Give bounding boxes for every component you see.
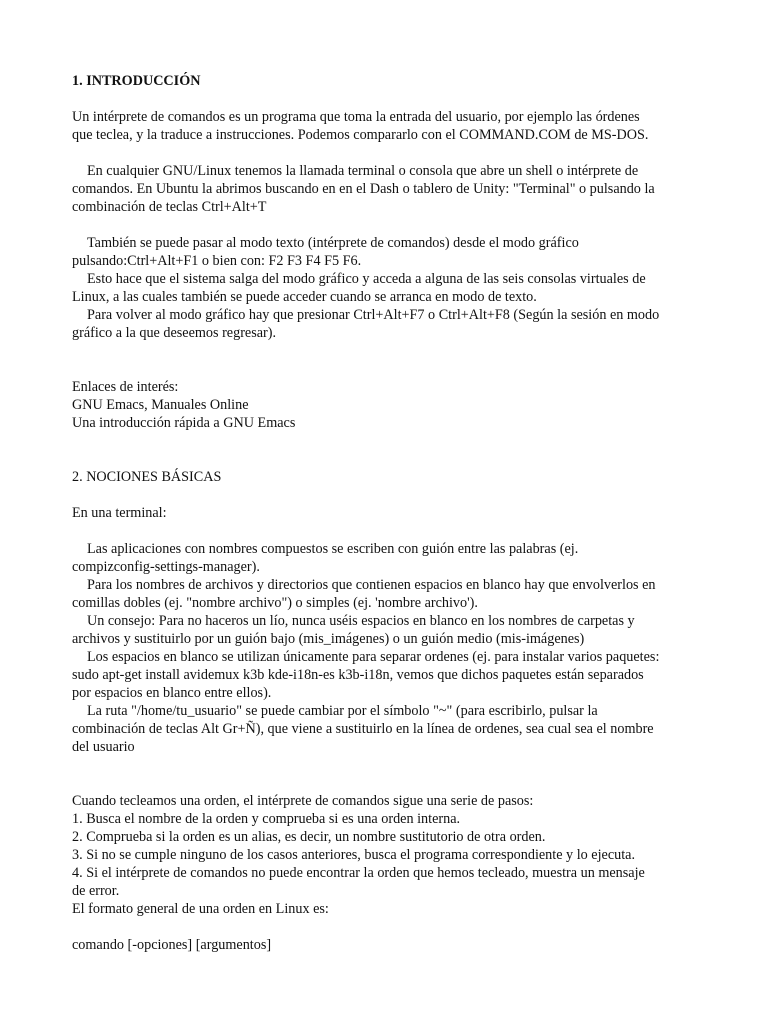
document-body <box>72 72 700 954</box>
text-line: La ruta "/home/tu_usuario" se puede cambiar por el símbolo "~" (para escribirlo, pulsar la <box>87 703 598 719</box>
text-line: comandos. En Ubuntu la abrimos buscando en en el Dash o tablero de Unity: "Terminal" o pulsando la <box>72 181 655 197</box>
list-item: 1. Busca el nombre de la orden y comprueba si es una orden interna. <box>72 811 461 827</box>
text-line: Las aplicaciones con nombres compuestos se escriben con guión entre las palabras (ej. <box>87 541 579 557</box>
text-line: Esto hace que el sistema salga del modo gráfico y acceda a alguna de las seis consolas virtuales de <box>87 271 646 287</box>
text-line: compizconfig-settings-manager). <box>72 559 260 575</box>
text-line: Un consejo: Para no haceros un lío, nunca uséis espacios en blanco en los nombres de carpetas y <box>87 613 635 629</box>
paragraph-reglas <box>72 540 700 756</box>
command-format: comando [-opciones] [argumentos] <box>72 937 272 953</box>
list-item: de error. <box>72 883 120 899</box>
text-line: En cualquier GNU/Linux tenemos la llamada terminal o consola que abre un shell o intérprete de <box>87 163 639 179</box>
text-line: archivos y sustituirlo por un guión bajo (mis_imágenes) o un guión medio (mis-imágenes) <box>72 631 585 647</box>
text-line: Los espacios en blanco se utilizan únicamente para separar ordenes (ej. para instalar varios paquetes: <box>87 649 660 665</box>
paragraph-en-una-terminal: En una terminal: <box>72 505 167 521</box>
text-line: También se puede pasar al modo texto (intérprete de comandos) desde el modo gráfico <box>87 235 579 251</box>
section-title-nociones-basicas: 2. NOCIONES BÁSICAS <box>72 469 222 485</box>
paragraph-terminal <box>72 162 700 216</box>
text-line: Para los nombres de archivos y directorios que contienen espacios en blanco hay que envolverlos en <box>87 577 656 593</box>
text-line: que teclea, y la traduce a instrucciones. Podemos compararlo con el COMMAND.COM de MS-DOS. <box>72 127 649 143</box>
link-gnu-emacs-manuales: GNU Emacs, Manuales Online <box>72 397 249 413</box>
paragraph-pasos <box>72 792 700 918</box>
link-introduccion-emacs: Una introducción rápida a GNU Emacs <box>72 415 296 431</box>
list-item: 4. Si el intérprete de comandos no puede encontrar la orden que hemos tecleado, muestra un mensaje <box>72 865 645 881</box>
paragraph-modo-texto <box>72 234 700 342</box>
text-line: Cuando tecleamos una orden, el intérprete de comandos sigue una serie de pasos: <box>72 793 534 809</box>
list-item: 3. Si no se cumple ninguno de los casos anteriores, busca el programa correspondiente y lo ejecuta. <box>72 847 635 863</box>
list-item: 2. Comprueba si la orden es un alias, es decir, un nombre sustitutorio de otra orden. <box>72 829 546 845</box>
paragraph-interprete <box>72 108 700 144</box>
text-line: Linux, a las cuales también se puede acceder cuando se arranca en modo de texto. <box>72 289 537 305</box>
text-line: combinación de teclas Ctrl+Alt+T <box>72 199 267 215</box>
text-line: gráfico a la que deseemos regresar). <box>72 325 277 341</box>
section-title-introduccion: 1. INTRODUCCIÓN <box>72 73 201 89</box>
text-line: comillas dobles (ej. "nombre archivo") o simples (ej. 'nombre archivo'). <box>72 595 478 611</box>
text-line: Un intérprete de comandos es un programa que toma la entrada del usuario, por ejemplo las órdenes <box>72 109 640 125</box>
links-label: Enlaces de interés: <box>72 379 179 395</box>
text-line: del usuario <box>72 739 135 755</box>
text-line: pulsando:Ctrl+Alt+F1 o bien con: F2 F3 F4 F5 F6. <box>72 253 362 269</box>
text-line: por espacios en blanco entre ellos). <box>72 685 272 701</box>
text-line: Para volver al modo gráfico hay que presionar Ctrl+Alt+F7 o Ctrl+Alt+F8 (Según la sesión en modo <box>87 307 660 323</box>
links-block <box>72 378 700 432</box>
text-line: sudo apt-get install avidemux k3b kde-i18n-es k3b-i18n, vemos que dichos paquetes están separados <box>72 667 644 683</box>
text-line: combinación de teclas Alt Gr+Ñ), que viene a sustituirlo en la línea de ordenes, sea cual sea el nombre <box>72 721 654 737</box>
text-line: El formato general de una orden en Linux es: <box>72 901 329 917</box>
